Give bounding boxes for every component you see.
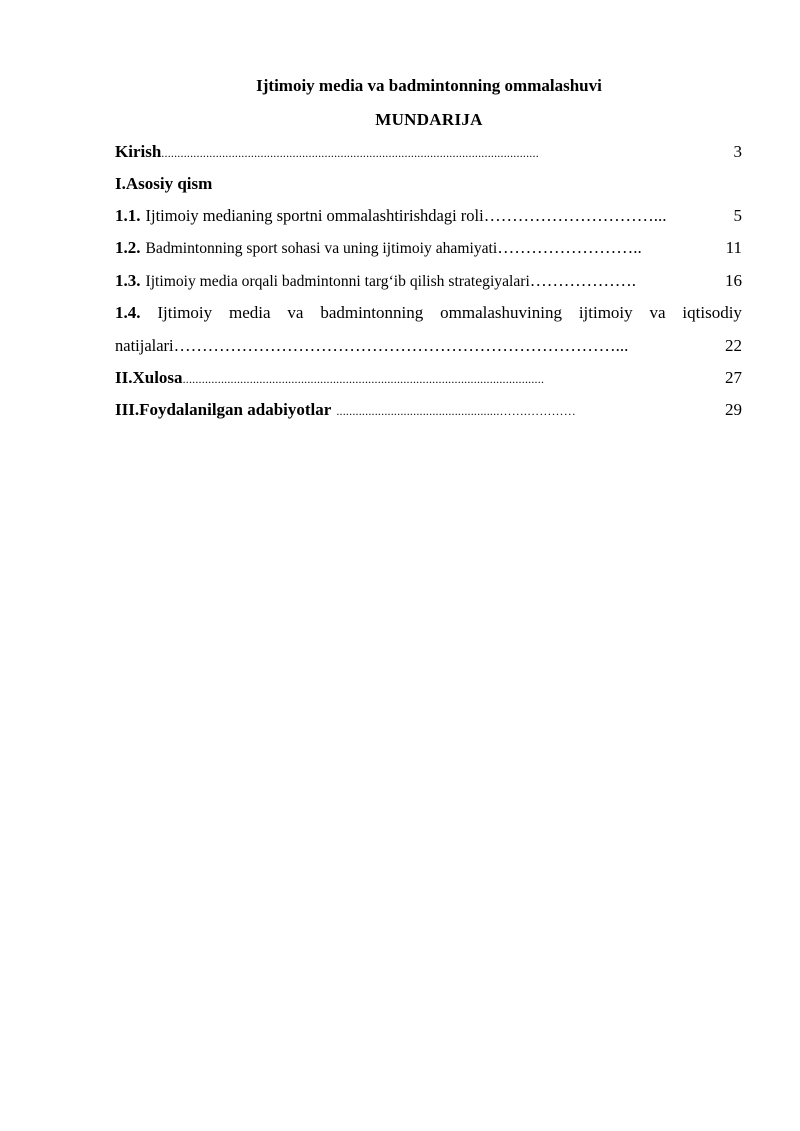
toc-entry-text: natijalari (115, 336, 174, 355)
toc-entry-label: I.Asosiy qism (115, 174, 213, 193)
toc-page-number: 5 (733, 206, 742, 225)
toc-entry-word: iqtisodiy (682, 303, 742, 322)
toc-entry-word: media (229, 303, 271, 322)
toc-entry-word: badmintonning (320, 303, 424, 322)
toc-leader-dots: ………………. (529, 271, 637, 290)
toc-leader-dots: ...................................................................................................................... (161, 146, 539, 160)
toc-entry-kirish[interactable] (115, 142, 742, 166)
toc-page-number: 29 (725, 400, 742, 419)
toc-entry-word: va (287, 303, 304, 322)
toc-entry-text: Badmintonning sport sohasi va uning ijtimoiy ahamiyati (145, 240, 498, 257)
toc-entry-adabiyotlar[interactable] (115, 400, 742, 424)
toc-page-number: 3 (733, 142, 742, 161)
toc-entry-text: Ijtimoiy medianing sportni ommalashtirishdagi roli (145, 206, 484, 225)
document-title: Ijtimoiy media va badmintonning ommalashuvi (256, 76, 602, 95)
toc-page-number: 16 (725, 271, 742, 290)
toc-entry-label: Kirish (115, 142, 162, 161)
toc-leader-dots: …………………………... (483, 206, 667, 225)
toc-entry-1-4-line2[interactable] (115, 336, 742, 360)
toc-entry-1-1[interactable] (115, 206, 742, 230)
toc-page-number: 27 (725, 368, 742, 387)
toc-heading: MUNDARIJA (375, 110, 483, 129)
toc-leader-dots: ……………………………………………………………………... (173, 336, 629, 355)
toc-section-number: 1.3. (115, 271, 141, 290)
toc-page-number: 22 (725, 336, 742, 355)
toc-entry-label: II.Xulosa (115, 368, 183, 387)
toc-section-number: 1.2. (115, 238, 141, 257)
toc-leader-dots: ................................................................................................................. (182, 372, 545, 386)
toc-section-number: 1.4. (115, 303, 141, 322)
toc-entry-1-3[interactable] (115, 271, 742, 295)
toc-entry-word: va (649, 303, 666, 322)
toc-entry-part1[interactable] (115, 174, 742, 198)
toc-entry-text: Ijtimoiy media orqali badmintonni targ‘ib qilish strategiyalari (145, 273, 530, 290)
toc-page-number: 11 (725, 238, 742, 257)
toc-entry-xulosa[interactable] (115, 368, 742, 392)
toc-leader-dots: …………………….. (497, 238, 642, 257)
toc-entry-1-2[interactable] (115, 238, 742, 262)
toc-section-number: 1.1. (115, 206, 141, 225)
toc-leader-dots: ...................................................…….………… (336, 404, 576, 418)
toc-entry-word: ommalashuvining (440, 303, 562, 322)
toc-entry-1-4-line1[interactable] (115, 303, 742, 323)
toc-entry-word: Ijtimoiy (157, 303, 213, 322)
toc-entry-label: III.Foydalanilgan adabiyotlar (115, 400, 332, 419)
toc-entry-word: ijtimoiy (578, 303, 633, 322)
